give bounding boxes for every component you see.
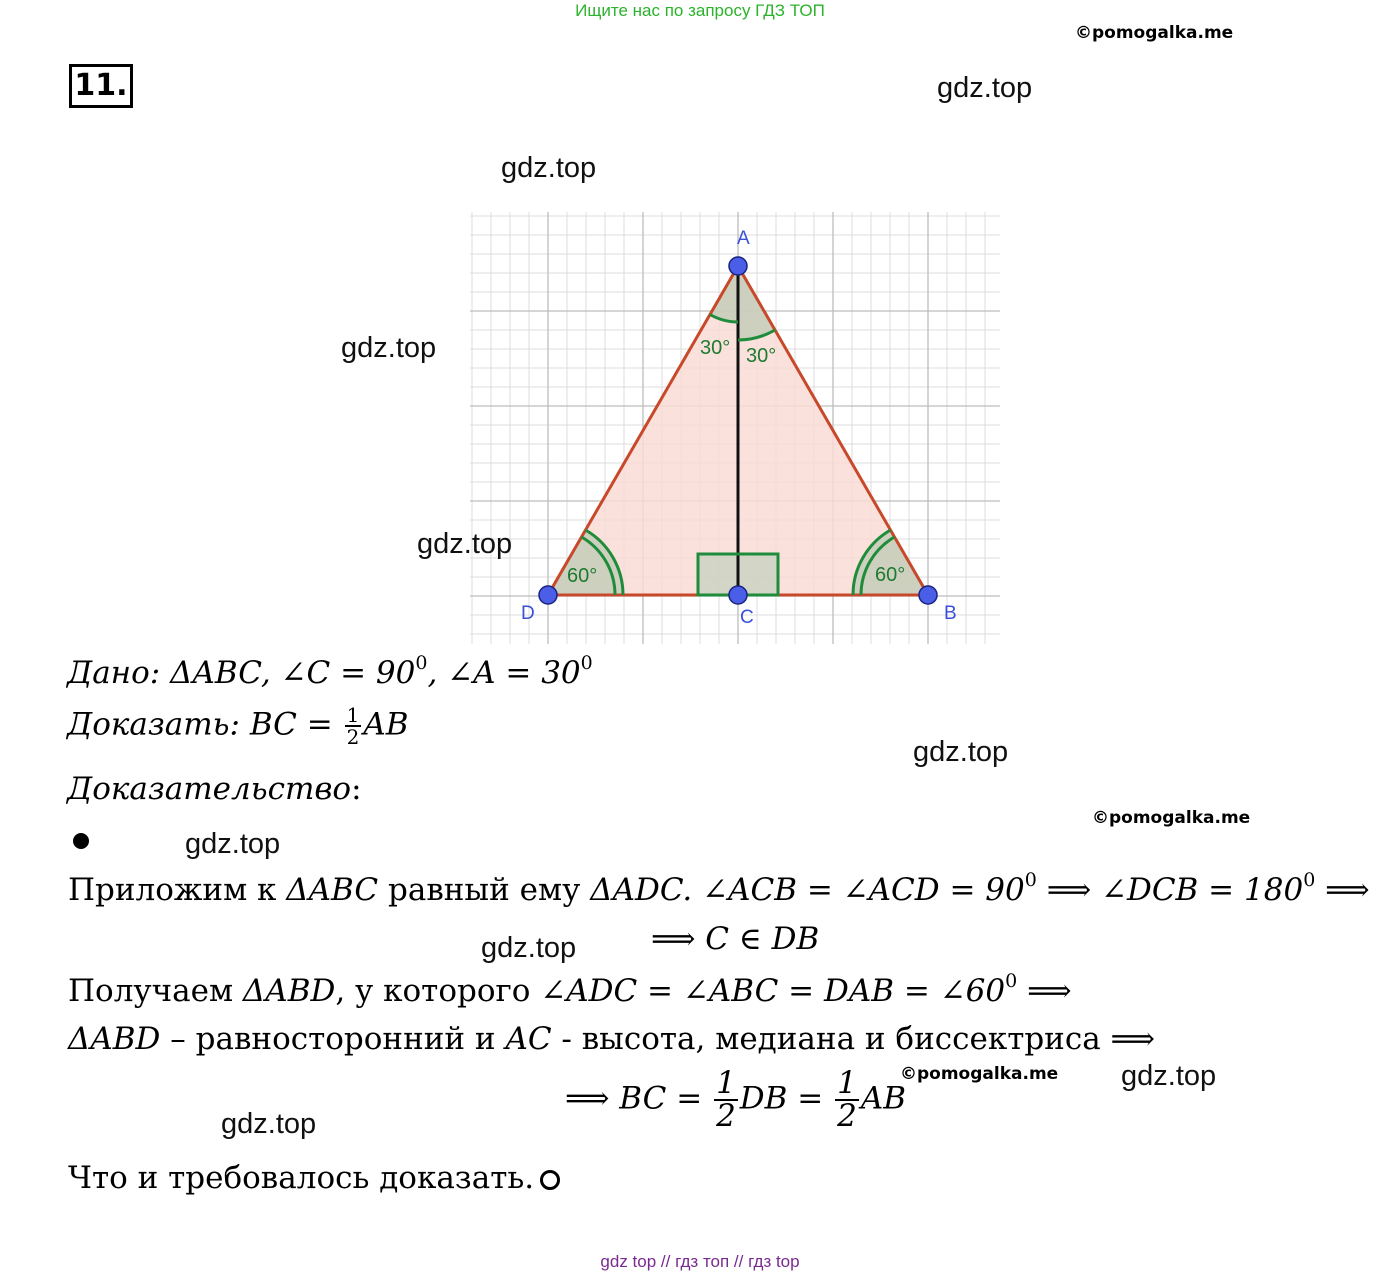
given-sup: 0 <box>415 652 428 674</box>
line1-text-b: ΔABC <box>286 872 379 908</box>
watermark: gdz.top <box>341 332 437 364</box>
top-banner: Ищите нас по запросу ГДЗ ТОП <box>575 1 825 20</box>
proof-line-5 <box>565 1065 907 1134</box>
copyright-top: ©pomogalka.me <box>1075 23 1234 43</box>
copyright-low: ©pomogalka.me <box>900 1064 1059 1084</box>
copyright-mid: ©pomogalka.me <box>1092 808 1251 828</box>
point-c <box>729 586 747 604</box>
line3-text-d: ∠ADC = ∠ABC = DAB = ∠60 <box>540 973 1006 1009</box>
line5-text-b: DB = <box>739 1080 834 1117</box>
point-a <box>729 257 747 275</box>
proof-line-1 <box>68 869 1370 908</box>
line1-text-e: ⟹ ∠DCB = 180 <box>1036 872 1304 908</box>
bullet-point <box>73 833 89 849</box>
proof-label: Доказательство <box>67 771 352 807</box>
point-d <box>539 586 557 604</box>
given-label: Дано <box>67 655 150 691</box>
line1-text-d: ΔADC. ∠ACB = ∠ACD = 90 <box>590 872 1025 908</box>
proof-colon: : <box>351 771 362 807</box>
angle-b-label: 60° <box>875 564 906 586</box>
watermark: gdz.top <box>221 1108 317 1140</box>
proof-line-4 <box>68 1021 1155 1057</box>
line5-fraction-2-den: 2 <box>837 1098 857 1134</box>
line5-fraction-1 <box>714 1065 738 1134</box>
watermark: gdz.top <box>1121 1060 1217 1092</box>
line1-text-a: Приложим к <box>68 872 287 908</box>
footer-links[interactable]: gdz top // гдз топ // гдз top <box>600 1252 800 1271</box>
task-number: 11. <box>69 64 133 108</box>
given-sup-2: 0 <box>580 652 593 674</box>
end-of-proof-circle <box>540 1170 560 1190</box>
proof-line-3 <box>68 970 1072 1009</box>
prove-expression-2: AB <box>363 706 409 743</box>
line3-text-e: ⟹ <box>1017 973 1072 1009</box>
prove-label: Доказать <box>67 706 230 743</box>
line1-text-c: равный ему <box>378 872 591 908</box>
watermark: gdz.top <box>937 72 1033 104</box>
angle-a-left-label: 30° <box>700 337 731 359</box>
prove-line <box>67 705 409 747</box>
prove-fraction <box>345 705 362 747</box>
line3-text-c: , у которого <box>335 973 541 1009</box>
given-line <box>67 652 593 691</box>
triangle-diagram <box>470 212 1000 644</box>
line5-text-c: AB <box>860 1080 907 1117</box>
line4-text-c: AC <box>505 1021 552 1057</box>
proof-heading <box>67 771 362 807</box>
prove-fraction-den: 2 <box>346 725 360 749</box>
line1-text-f: ⟹ <box>1315 872 1370 908</box>
given-expression: : ΔABC, ∠C = 90 <box>149 655 416 691</box>
line1-sup-2: 0 <box>1303 869 1316 891</box>
line4-text-a: ΔABD <box>68 1021 161 1057</box>
line5-fraction-1-num: 1 <box>716 1065 736 1101</box>
line5-fraction-2 <box>835 1065 859 1134</box>
label-c: C <box>740 607 754 628</box>
angle-d-label: 60° <box>567 565 598 587</box>
watermark: gdz.top <box>913 736 1009 768</box>
given-expression-2: , ∠A = 30 <box>427 655 581 691</box>
line5-fraction-1-den: 2 <box>716 1098 736 1134</box>
label-d: D <box>521 603 535 624</box>
label-b: B <box>944 603 957 624</box>
proof-line-2: ⟹ C ∈ DB <box>651 921 820 957</box>
line5-fraction-2-num: 1 <box>837 1065 857 1101</box>
point-b <box>919 586 937 604</box>
prove-expression: : BC = <box>229 706 343 743</box>
watermark: gdz.top <box>501 152 597 184</box>
watermark: gdz.top <box>185 828 281 860</box>
watermark: gdz.top <box>417 528 513 560</box>
conclusion-text: Что и требовалось доказать. <box>68 1160 535 1196</box>
line5-text-a: ⟹ BC = <box>565 1080 713 1117</box>
angle-a-right-label: 30° <box>746 345 777 367</box>
prove-fraction-num: 1 <box>346 703 360 727</box>
line4-text-b: – равносторонний и <box>160 1021 506 1057</box>
line3-sup: 0 <box>1005 970 1018 992</box>
line3-text-b: ΔABD <box>242 973 336 1009</box>
conclusion-line <box>68 1160 560 1196</box>
line3-text-a: Получаем <box>68 973 243 1009</box>
label-a: A <box>737 228 750 249</box>
line4-text-d: - высота, медиана и биссектриса ⟹ <box>551 1021 1155 1057</box>
watermark: gdz.top <box>481 932 577 964</box>
line1-sup-1: 0 <box>1024 869 1037 891</box>
